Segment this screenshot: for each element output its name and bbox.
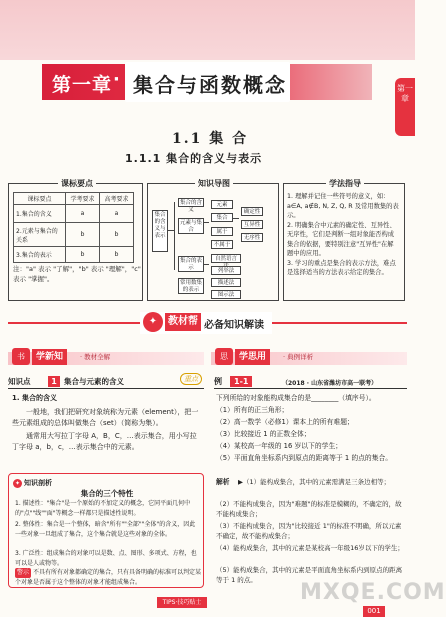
option: （2）高一数学（必修1）课本上的所有难题；	[216, 418, 354, 426]
example-question: 下列所给的对象能构成集合的是________（填序号）。	[216, 394, 376, 402]
tab-label: 学思用	[235, 349, 270, 365]
kp-cell: a	[66, 205, 100, 223]
kp-number: 1	[48, 376, 60, 387]
kp-table-header	[14, 193, 134, 205]
header-band	[0, 0, 415, 60]
solution-line: （5）能构成集合，其中的元素是平面直角坐标系内到原点的距离等于 1 的点。	[216, 566, 403, 584]
kp-table	[13, 192, 134, 263]
chapter-label: 第一章	[52, 74, 113, 96]
kp-cell: b	[66, 247, 100, 263]
banner-text: 必备知识解读	[204, 320, 264, 331]
map-node: 常用数集的表示	[180, 280, 203, 293]
example-header	[214, 376, 407, 389]
map-node: 互异性	[241, 220, 263, 229]
example-number: 1-1	[230, 376, 252, 387]
option: （1）所有的正三角形；	[216, 406, 289, 414]
book-icon: 书	[12, 348, 30, 365]
knowledge-point-header	[8, 376, 204, 389]
map-node: 图示法	[211, 290, 241, 299]
kp-cell: 2.元素与集合的关系	[14, 223, 66, 247]
guide-text: 1. 理解并记住一些符号的意义，如：a∈A, a∉B, N, Z, Q, R 及常用数集的表示。 2. 明确集合中元素的确定性、互异性、无序性，它们是判断一组对象能否构成集合的依据，要特别注意"互异性"在解题中的应用。 3. 学习的重点是集合的表示方法，难点是选择适当的方法表示给定的集合。	[287, 193, 399, 276]
kp-cell: a	[100, 205, 134, 223]
tab-sub: · 教材全解	[80, 353, 111, 361]
point-text: 一般地，我们把研究对象统称为元素（element），把一些元素组成的总体叫做集合（set）（简称为集）。	[12, 408, 199, 427]
map-node-root: 集合的含义与表示	[152, 210, 168, 252]
map-title: 知识导图	[195, 178, 233, 189]
tab-learn-new[interactable]	[8, 346, 204, 366]
analysis-tag	[13, 478, 52, 488]
option: （4）某校高一年级的 16 岁以下的学生；	[216, 442, 343, 450]
kp-cell: b	[66, 223, 100, 247]
map-connector	[174, 202, 175, 270]
solution-line: ▶（1）能构成集合，其中的元素需满足三条边相等；	[238, 478, 391, 486]
side-chapter-tab[interactable]: 第一章	[395, 78, 415, 136]
map-node: 自然语言	[211, 254, 241, 263]
banner-label: 教材帮	[165, 313, 201, 331]
map-node: 属于	[211, 227, 233, 236]
chapter-title: 集合与函数概念	[133, 73, 287, 97]
table-row	[14, 205, 134, 223]
table-row	[14, 223, 134, 247]
map-node: 元素	[211, 200, 233, 209]
map-node: 集合的表示	[180, 258, 203, 271]
kp-heading: 集合与元素的含义	[64, 377, 124, 386]
example-source: （2018 · 山东省潍坊市高一联考）	[282, 380, 378, 387]
map-connector	[233, 218, 239, 219]
map-node: 集合的含义	[180, 200, 203, 213]
map-node: 确定性	[241, 207, 263, 216]
page-number: 001	[363, 606, 385, 617]
kp-cell: b	[100, 223, 134, 247]
example-label: 例	[214, 377, 222, 386]
map-node: 列举法	[211, 266, 241, 275]
thought-icon: 思	[215, 348, 233, 365]
map-connector	[204, 222, 209, 223]
solution-label: 解析	[216, 478, 230, 486]
option: （5）平面直角坐标系内到原点的距离等于 1 的点的集合。	[216, 454, 393, 462]
kp-title: 课标要点	[58, 178, 96, 189]
map-connector	[204, 264, 209, 265]
chapter-separator: ·	[113, 69, 120, 90]
kp-note: 注："a" 表示 "了解"，"b" 表示 "理解"，"c" 表示 "掌握"。	[13, 265, 141, 283]
kp-header-cell: 高考要求	[100, 193, 134, 205]
kp-header-cell: 学考要求	[66, 193, 100, 205]
tips-link[interactable]: TIPS·技巧贴士	[157, 597, 207, 608]
solution-line: （2）不能构成集合，因为"难题"的标准是模糊的，不确定的，故不能构成集合；	[216, 500, 402, 518]
pin-icon: ✦	[14, 480, 21, 487]
kp-cell: 3.集合的表示	[14, 247, 66, 263]
watermark: MXQE.COM	[300, 580, 446, 605]
analysis-item: 2. 整体性：集合是一个整体，暗含"所有""全部""全体"的含义，因此一些对象一旦组成了集合，这个集合就是这些对象的全体。	[15, 521, 196, 538]
map-node: 集合	[211, 213, 233, 222]
table-row	[14, 247, 134, 263]
tab-think-use[interactable]	[211, 346, 407, 366]
kp-cell: 1.集合的含义	[14, 205, 66, 223]
kp-label: 知识点	[8, 377, 31, 386]
warning-row	[15, 568, 201, 587]
point-text-2: 通常用大写拉丁字母 A，B，C，…表示集合，用小写拉丁字母 a，b，c，…表示集合中的元素。	[12, 432, 197, 451]
analysis-item: 1. 描述性："集合"是一个原始的不加定义的概念，它同平面几何中的"点""线""面"等概念一样都只是描述性说明。	[15, 500, 191, 517]
tab-sub: · 典例详析	[283, 353, 314, 361]
map-node: 无序性	[241, 233, 263, 242]
warning-text: 不具有所有对象都确定的集合，只有具备明确的标准可以判定某个对象是否属于这个整体的对象才能组成集合。	[15, 569, 201, 586]
lightbulb-icon: ✦	[143, 312, 163, 332]
kp-cell: b	[100, 247, 134, 263]
analysis-item: 3. 广泛性：组成集合的对象可以是数、点、图形、多项式、方程，也可以是人或物等。	[15, 550, 197, 567]
analysis-title: 集合的三个特性	[80, 489, 134, 498]
summary-block	[8, 178, 405, 303]
map-node: 不属于	[211, 240, 233, 249]
solution-line: （3）不能构成集合，因为"比较接近 1"的标准不明确，所以元素不确定，故不能构成集合；	[216, 522, 402, 540]
map-node: 元素与集合	[180, 220, 203, 233]
point-title: 1. 集合的含义	[12, 394, 57, 402]
warning-badge: 警示	[17, 569, 30, 576]
guide-title: 学法指导	[326, 178, 364, 189]
analysis-tag-label: 知识剖析	[24, 479, 52, 487]
tab-label: 学新知	[32, 349, 67, 365]
solution-line: （4）能构成集合，其中的元素是某校高一年级16岁以下的学生；	[216, 544, 404, 552]
option: （3）比较接近 1 的正数全体；	[216, 430, 311, 438]
subsection-title: 1.1.1 集合的含义与表示	[125, 152, 263, 165]
kp-header-cell: 课标要点	[14, 193, 66, 205]
map-node: 描述法	[211, 278, 241, 287]
knowledge-analysis-box	[8, 473, 204, 588]
section-title: 1.1 集 合	[172, 131, 249, 147]
key-badge: 重点	[180, 373, 202, 385]
